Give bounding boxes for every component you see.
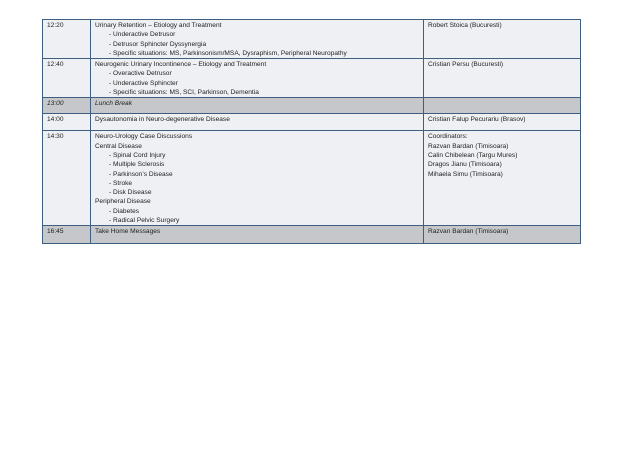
- topic-group-title: Central Disease: [95, 142, 142, 150]
- topic-cell: [91, 59, 424, 98]
- topic-subitem: - Parkinson’s Disease: [109, 170, 173, 178]
- topic-subitem: - Detrusor Sphincter Dyssynergia: [109, 40, 207, 48]
- topic-subitem: - Radical Pelvic Surgery: [109, 217, 180, 225]
- topic-cell: Lunch Break: [91, 98, 424, 114]
- speaker-cell: Cristian Persu (Bucuresti): [424, 59, 581, 98]
- coordinator-name: Mihaela Simu (Timisoara): [428, 170, 503, 178]
- topic-subitem: - Disk Disease: [109, 189, 152, 197]
- table-row: [43, 131, 581, 226]
- speaker-cell: Robert Stoica (Bucuresti): [424, 20, 581, 59]
- time-cell: 16:45: [43, 226, 91, 244]
- topic-cell: [91, 131, 424, 226]
- coordinator-name: Calin Chibelean (Targu Mures): [428, 151, 518, 159]
- speaker-cell: [424, 131, 581, 226]
- topic-subitem: - Specific situations: MS, SCI, Parkinson, Dementia: [109, 89, 259, 97]
- topic-group-title: Peripheral Disease: [95, 198, 151, 206]
- topic-subitem: - Spinal Cord Injury: [109, 151, 166, 159]
- topic-subitem: - Multiple Sclerosis: [109, 161, 165, 169]
- time-cell: 12:20: [43, 20, 91, 59]
- table-row: [43, 114, 581, 131]
- table-row: [43, 59, 581, 98]
- speaker-cell: Razvan Bardan (Timisoara): [424, 226, 581, 244]
- time-cell: 14:00: [43, 114, 91, 131]
- topic-title: Neuro-Urology Case Discussions: [95, 133, 193, 141]
- topic-subitem: - Underactive Detrusor: [109, 31, 176, 39]
- topic-cell: [91, 20, 424, 59]
- table-row: [43, 20, 581, 59]
- topic-cell: Dysautonomia in Neuro-degenerative Disease: [91, 114, 424, 131]
- table-row-break: [43, 98, 581, 114]
- topic-subitem: - Overactive Detrusor: [109, 70, 172, 78]
- coordinators-label: Coordinators:: [428, 133, 468, 141]
- topic-subitem: - Specific situations: MS, Parkinsonism/MSA, Dysraphism, Peripheral Neuropathy: [109, 49, 347, 57]
- topic-title: Urinary Retention – Etiology and Treatment: [95, 22, 222, 29]
- time-cell: 12:40: [43, 59, 91, 98]
- speaker-cell: Cristian Falup Pecurariu (Brasov): [424, 114, 581, 131]
- table-row: [43, 226, 581, 244]
- topic-title: Neurogenic Urinary Incontinence – Etiology and Treatment: [95, 61, 267, 69]
- coordinator-name: Dragos Jianu (Timisoara): [428, 161, 502, 169]
- topic-subitem: - Underactive Sphincter: [109, 79, 178, 87]
- time-cell: 14:30: [43, 131, 91, 226]
- topic-subitem: - Diabetes: [109, 207, 140, 215]
- coordinator-name: Razvan Bardan (Timisoara): [428, 142, 509, 150]
- time-cell: 13:00: [43, 98, 91, 114]
- topic-cell: Take Home Messages: [91, 226, 424, 244]
- schedule-table: [42, 19, 581, 244]
- speaker-cell: [424, 98, 581, 114]
- topic-subitem: - Stroke: [109, 179, 133, 187]
